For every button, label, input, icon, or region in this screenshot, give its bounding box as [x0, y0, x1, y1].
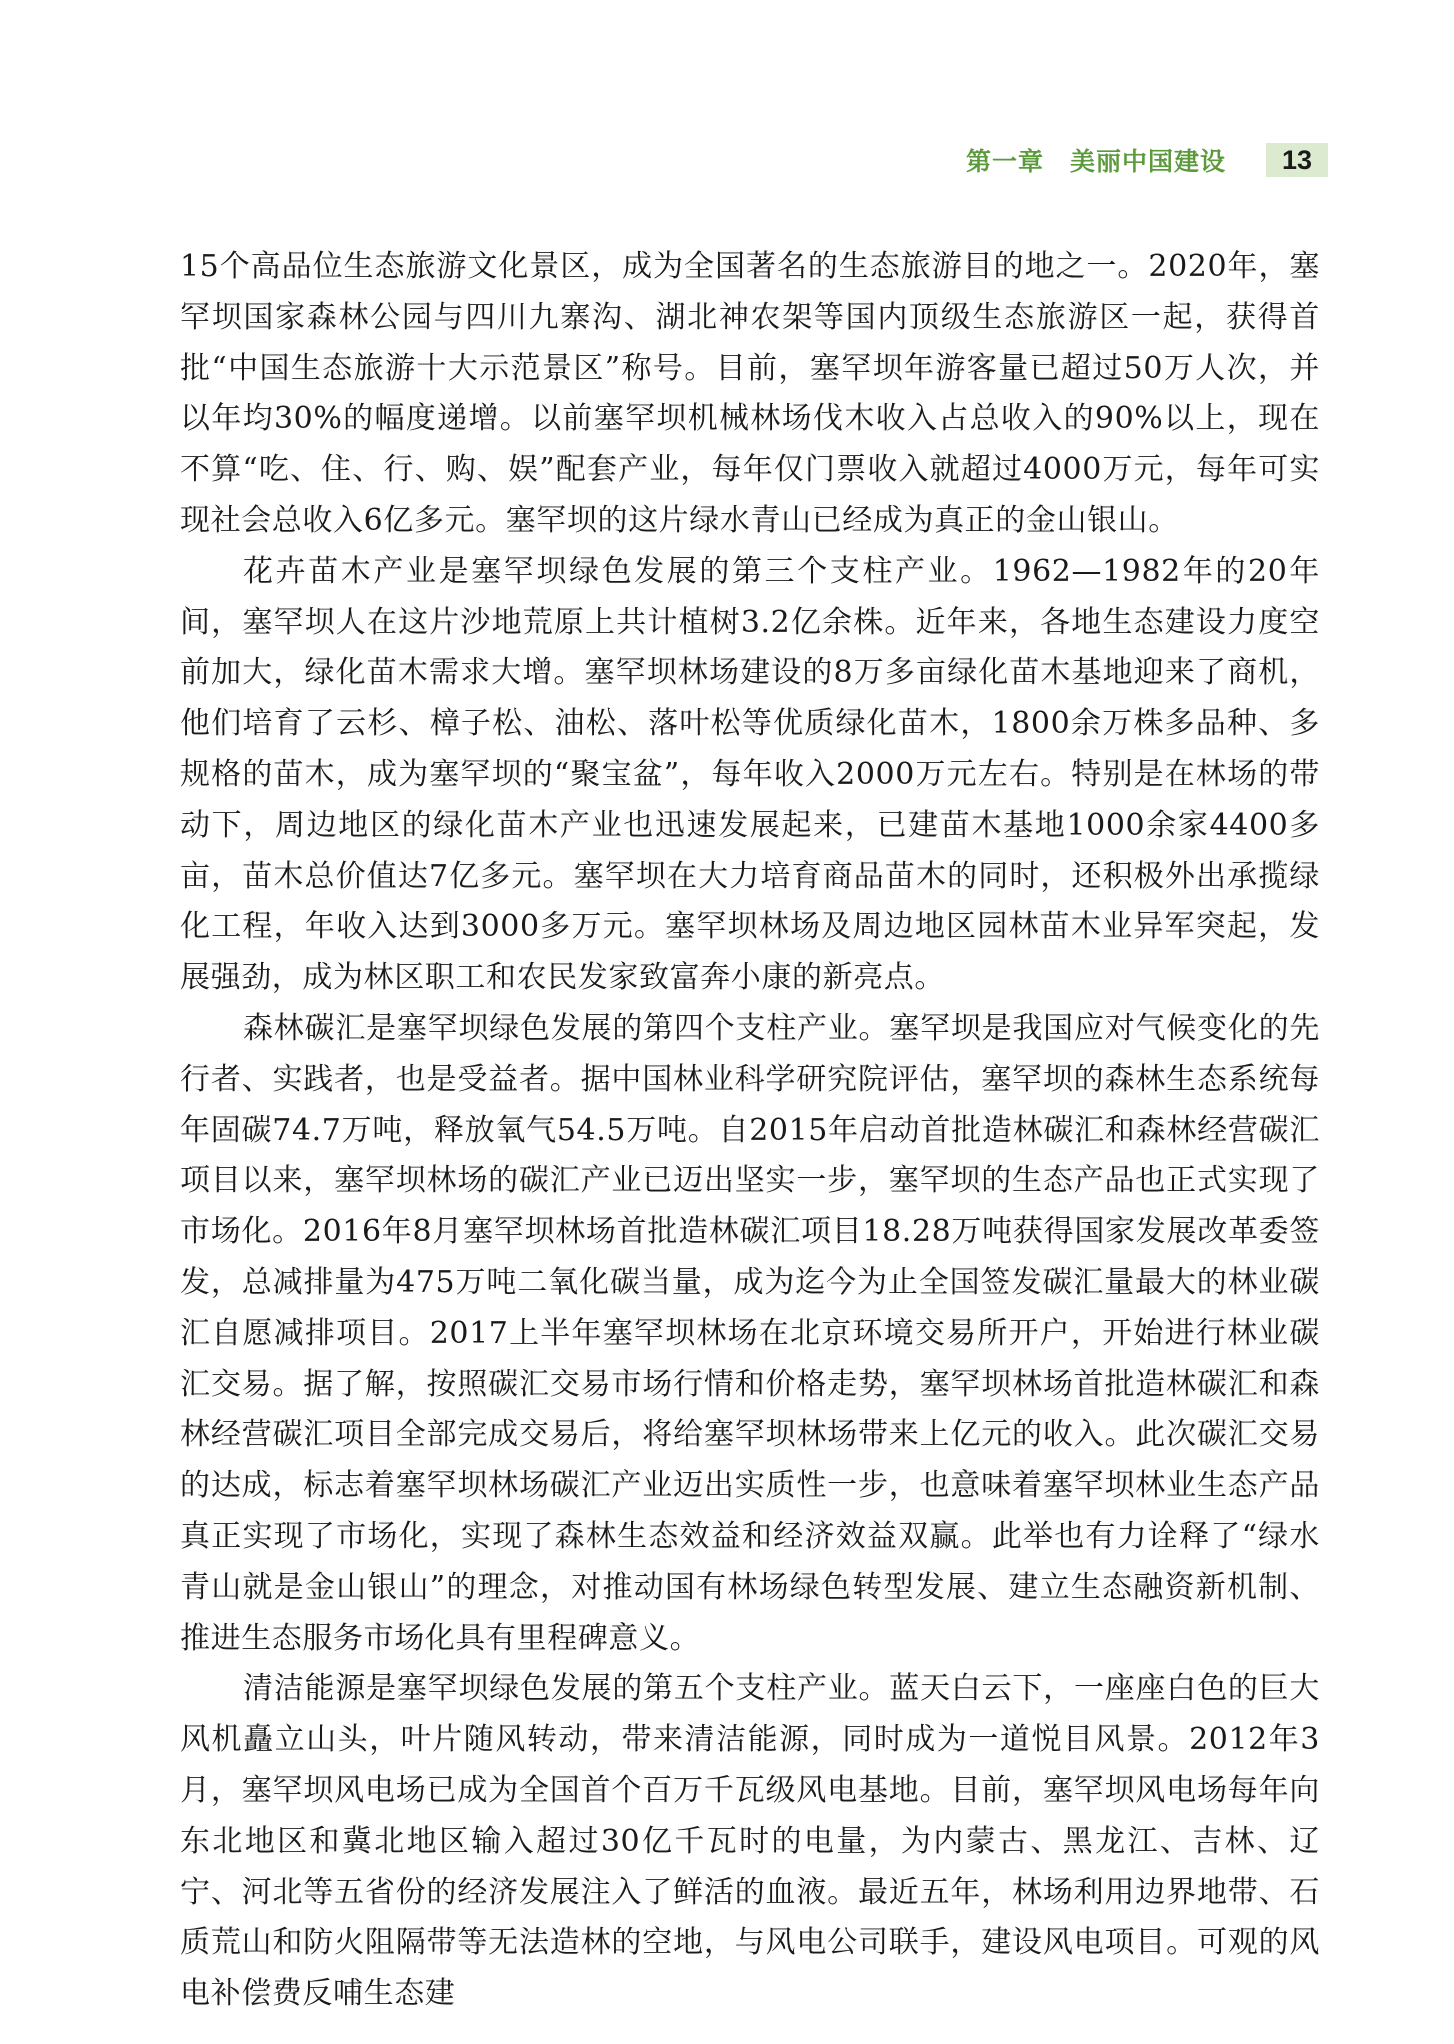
paragraph-4: 清洁能源是塞罕坝绿色发展的第五个支柱产业。蓝天白云下，一座座白色的巨大风机矗立山头，叶片随风转动，带来清洁能源，同时成为一道悦目风景。2012年3月，塞罕坝风电场已成为全国首个百万千瓦级风电基地。目前，塞罕坝风电场每年向东北地区和冀北地区输入超过30亿千瓦时的电量，为内蒙古、黑龙江、吉林、辽宁、河北等五省份的经济发展注入了鲜活的血液。最近五年，林场利用边界地带、石质荒山和防火阻隔带等无法造林的空地，与风电公司联手，建设风电项目。可观的风电补偿费反哺生态建 [180, 1671, 1320, 2012]
paragraph-1: 15个高品位生态旅游文化景区，成为全国著名的生态旅游目的地之一。2020年，塞罕坝国家森林公园与四川九寨沟、湖北神农架等国内顶级生态旅游区一起，获得首批“中国生态旅游十大示范景区”称号。目前，塞罕坝年游客量已超过50万人次，并以年均30%的幅度递增。以前塞罕坝机械林场伐木收入占总收入的90%以上，现在不算“吃、住、行、购、娱”配套产业，每年仅门票收入就超过4000万元，每年可实现社会总收入6亿多元。塞罕坝的这片绿水青山已经成为真正的金山银山。 [180, 249, 1320, 538]
paragraph-2: 花卉苗木产业是塞罕坝绿色发展的第三个支柱产业。1962—1982年的20年间，塞罕坝人在这片沙地荒原上共计植树3.2亿余株。近年来，各地生态建设力度空前加大，绿化苗木需求大增。塞罕坝林场建设的8万多亩绿化苗木基地迎来了商机，他们培育了云杉、樟子松、油松、落叶松等优质绿化苗木，1800余万株多品种、多规格的苗木，成为塞罕坝的“聚宝盆”，每年收入2000万元左右。特别是在林场的带动下，周边地区的绿化苗木产业也迅速发展起来，已建苗木基地1000余家4400多亩，苗木总价值达7亿多元。塞罕坝在大力培育商品苗木的同时，还积极外出承揽绿化工程，年收入达到3000多万元。塞罕坝林场及周边地区园林苗木业异军突起，发展强劲，成为林区职工和农民发家致富奔小康的新亮点。 [180, 553, 1320, 996]
paragraph-3: 森林碳汇是塞罕坝绿色发展的第四个支柱产业。塞罕坝是我国应对气候变化的先行者、实践者，也是受益者。据中国林业科学研究院评估，塞罕坝的森林生态系统每年固碳74.7万吨，释放氧气54.5万吨。自2015年启动首批造林碳汇和森林经营碳汇项目以来，塞罕坝林场的碳汇产业已迈出坚实一步，塞罕坝的生态产品也正式实现了市场化。2016年8月塞罕坝林场首批造林碳汇项目18.28万吨获得国家发展改革委签发，总减排量为475万吨二氧化碳当量，成为迄今为止全国签发碳汇量最大的林业碳汇自愿减排项目。2017上半年塞罕坝林场在北京环境交易所开户，开始进行林业碳汇交易。据了解，按照碳汇交易市场行情和价格走势，塞罕坝林场首批造林碳汇和森林经营碳汇项目全部完成交易后，将给塞罕坝林场带来上亿元的收入。此次碳汇交易的达成，标志着塞罕坝林场碳汇产业迈出实质性一步，也意味着塞罕坝林业生态产品真正实现了市场化，实现了森林生态效益和经济效益双赢。此举也有力诠释了“绿水青山就是金山银山”的理念，对推动国有林场绿色转型发展、建立生态融资新机制、推进生态服务市场化具有里程碑意义。 [180, 1010, 1320, 1656]
page-header [966, 141, 1328, 179]
chapter-title: 第一章 美丽中国建设 [965, 147, 1226, 176]
page-number: 13 [1266, 143, 1328, 177]
body-text [180, 242, 1320, 2020]
